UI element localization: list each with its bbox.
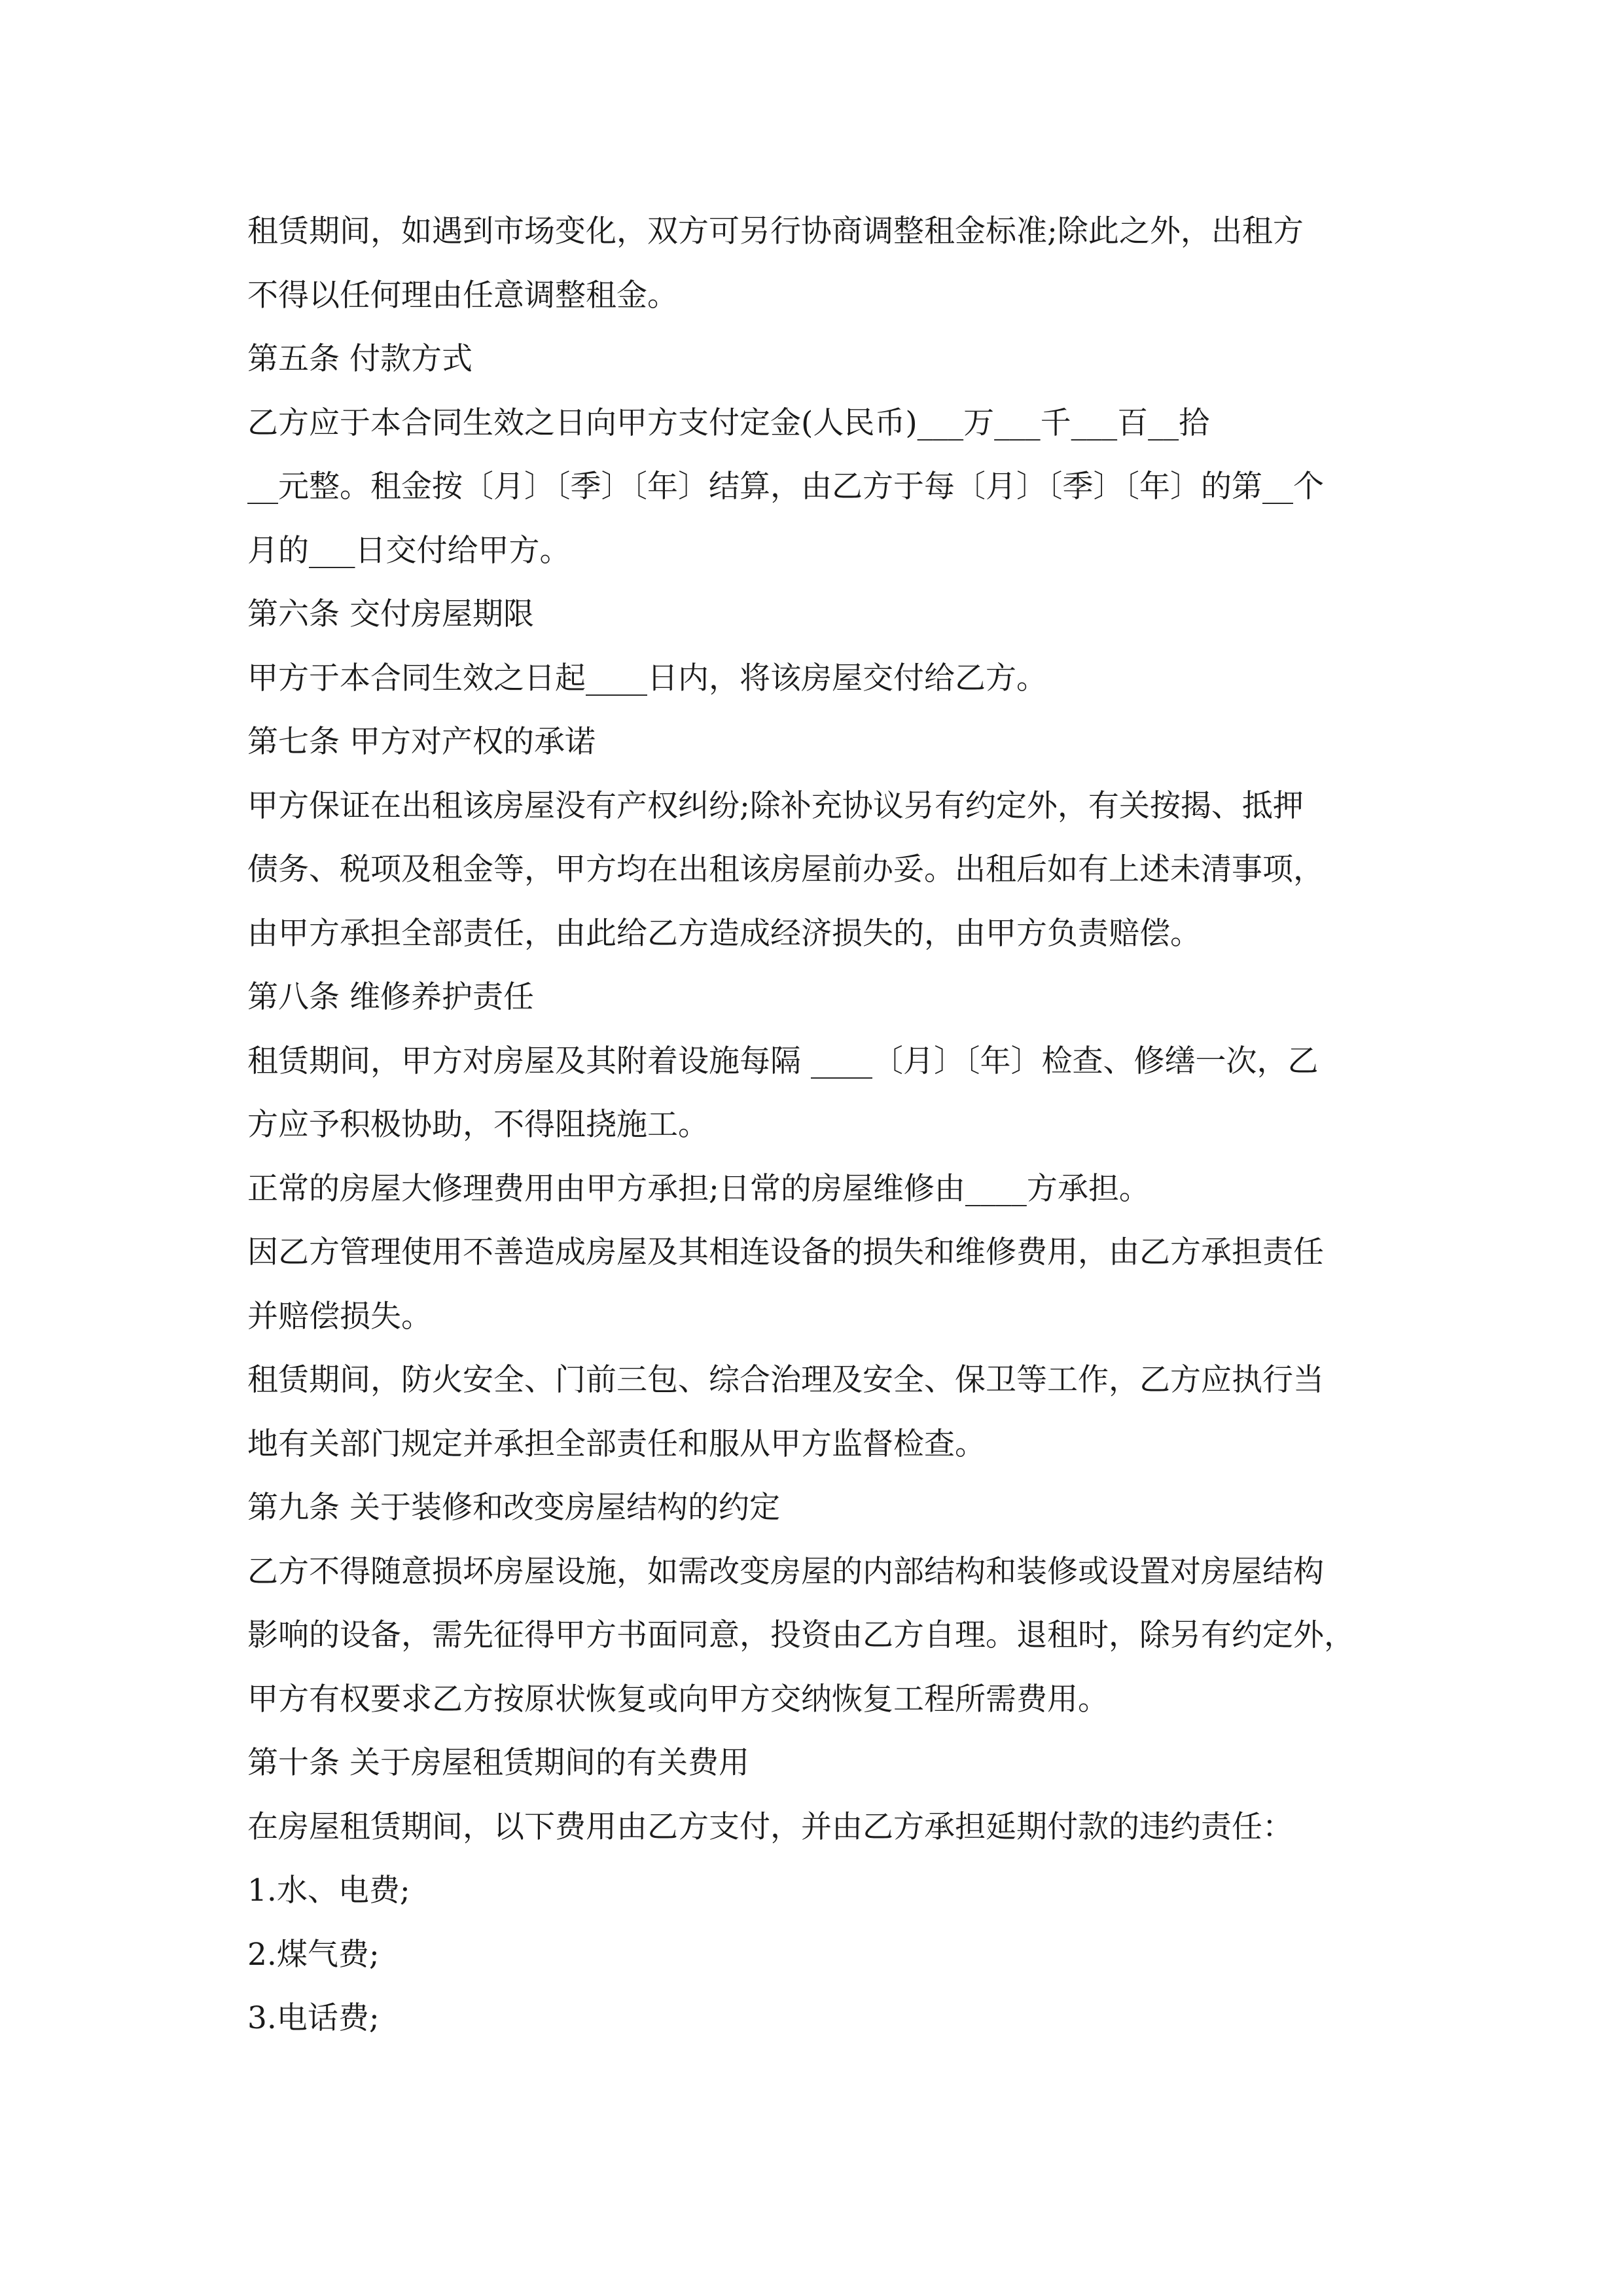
document-body: [247, 200, 1386, 2051]
paragraph-line: 由甲方承担全部责任，由此给乙方造成经济损失的，由甲方负责赔偿。: [247, 915, 1201, 952]
paragraph-line: 甲方保证在出租该房屋没有产权纠纷;除补充协议另有约定外，有关按揭、抵押: [247, 787, 1304, 824]
paragraph-line: 影响的设备，需先征得甲方书面同意，投资由乙方自理。退租时，除另有约定外，: [247, 1617, 1355, 1653]
article-heading: 第六条 交付房屋期限: [247, 596, 534, 632]
article-heading: 第九条 关于装修和改变房屋结构的约定: [247, 1490, 780, 1526]
article-heading: 第八条 维修养护责任: [247, 979, 534, 1015]
paragraph-line: 债务、税项及租金等，甲方均在出租该房屋前办妥。出租后如有上述未清事项，: [247, 852, 1324, 888]
paragraph-line: 月的___日交付给甲方。: [247, 532, 571, 569]
paragraph-line: 甲方于本合同生效之日起____日内，将该房屋交付给乙方。: [247, 660, 1047, 696]
paragraph-line: 地有关部门规定并承担全部责任和服从甲方监督检查。: [247, 1426, 986, 1462]
article-heading: 第五条 付款方式: [247, 341, 473, 377]
paragraph-line: 正常的房屋大修理费用由甲方承担;日常的房屋维修由____方承担。: [247, 1170, 1150, 1207]
paragraph-line: 租赁期间，如遇到市场变化，双方可另行协商调整租金标准;除此之外，出租方: [247, 213, 1304, 249]
paragraph-line: __元整。租金按〔月〕〔季〕〔年〕结算，由乙方于每〔月〕〔季〕〔年〕的第__个: [247, 469, 1324, 505]
article-heading: 第十条 关于房屋租赁期间的有关费用: [247, 1745, 749, 1781]
paragraph-line: 乙方不得随意损坏房屋设施，如需改变房屋的内部结构和装修或设置对房屋结构: [247, 1553, 1324, 1590]
article-heading: 第七条 甲方对产权的承诺: [247, 724, 596, 760]
paragraph-line: 因乙方管理使用不善造成房屋及其相连设备的损失和维修费用，由乙方承担责任: [247, 1234, 1324, 1270]
paragraph-line: 不得以任何理由任意调整租金。: [247, 277, 678, 314]
paragraph-line: 乙方应于本合同生效之日向甲方支付定金(人民币)___万___千___百__拾: [247, 404, 1210, 441]
list-item: 2.煤气费;: [247, 1936, 380, 1973]
paragraph-line: 租赁期间，防火安全、门前三包、综合治理及安全、保卫等工作，乙方应执行当: [247, 1362, 1324, 1398]
paragraph-line: 并赔偿损失。: [247, 1298, 432, 1335]
paragraph-line: 租赁期间，甲方对房屋及其附着设施每隔 ____〔月〕〔年〕检查、修缮一次，乙: [247, 1043, 1319, 1079]
list-item: 3.电话费;: [247, 2000, 380, 2036]
paragraph-line: 在房屋租赁期间，以下费用由乙方支付，并由乙方承担延期付款的违约责任：: [247, 1808, 1293, 1845]
paragraph-line: 方应予积极协助，不得阻挠施工。: [247, 1107, 709, 1143]
paragraph-line: 甲方有权要求乙方按原状恢复或向甲方交纳恢复工程所需费用。: [247, 1681, 1109, 1717]
list-item: 1.水、电费;: [247, 1873, 410, 1909]
